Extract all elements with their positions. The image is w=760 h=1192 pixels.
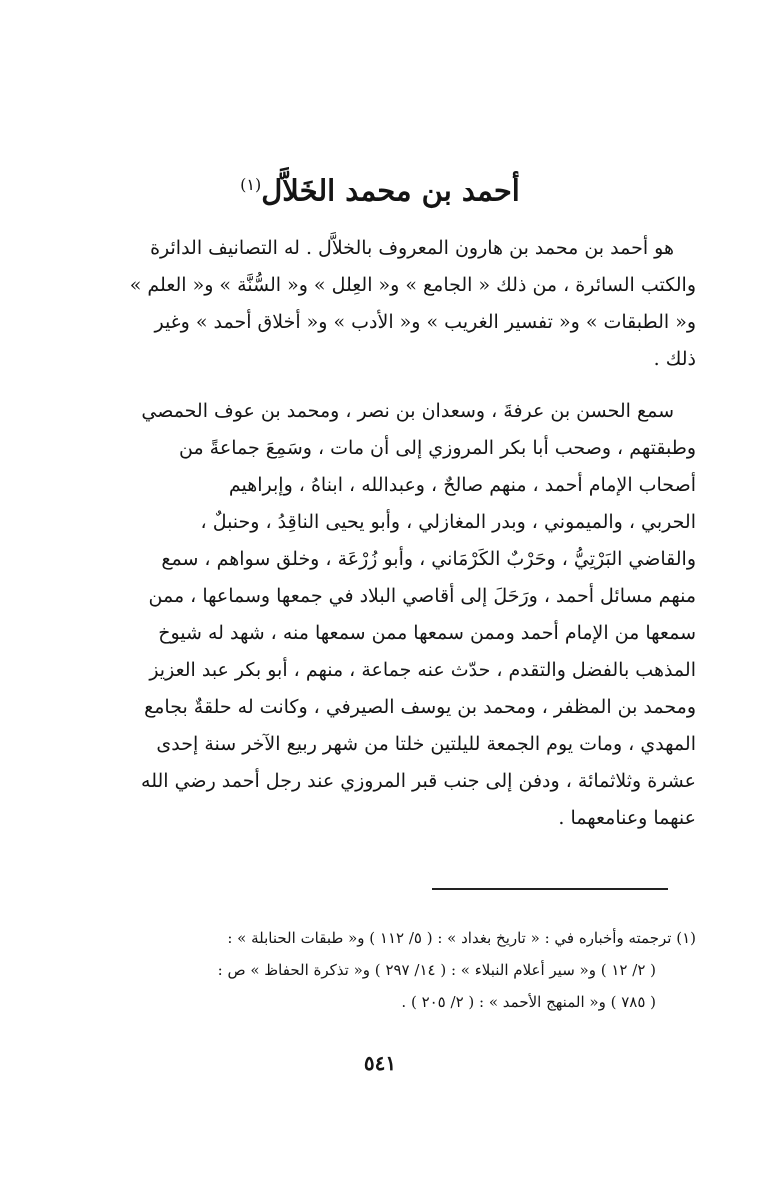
text-line: الحربي ، والميموني ، وبدر المغازلي ، وأبو يحيى الناقِدُ ، وحنبلٌ ، — [200, 511, 696, 533]
text-line: و« الطبقات » و« تفسير الغريب » و« الأدب » و« أخلاق أحمد » وغير — [154, 311, 696, 333]
text-line: المذهب بالفضل والتقدم ، حدّث عنه جماعة ، منهم ، أبو بكر عبد العزيز — [149, 659, 696, 681]
text-line: منهم مسائل أحمد ، ورَحَلَ إلى أقاصي البلاد في جمعها وسماعها ، ممن — [148, 585, 696, 607]
footnote-line: ( ٧٨٥ ) و« المنهج الأحمد » : ( ٢/ ٢٠٥ ) . — [401, 993, 656, 1011]
text-line: هو أحمد بن محمد بن هارون المعروف بالخلاَّل . له التصانيف الدائرة — [150, 237, 674, 259]
text-line: والقاضي البَرْتِيُّ ، وحَرْبٌ الكَرْمَاني ، وأبو زُرْعَة ، وخلق سواهم ، سمع — [161, 548, 696, 570]
footnote-divider — [432, 888, 668, 890]
text-line: سمعها من الإمام أحمد وممن سمعها ممن سمعها منه ، شهد له شيوخ — [158, 622, 696, 644]
text-line: وطبقتهم ، وصحب أبا بكر المروزي إلى أن مات ، وسَمِعَ جماعةً من — [179, 437, 696, 459]
paragraph-intro — [96, 230, 696, 378]
page-number: ٥٤١ — [363, 1051, 397, 1075]
footnote — [86, 922, 696, 1018]
footnote-line: (١) ترجمته وأخباره في : « تاريخ بغداد » : ( ٥/ ١١٢ ) و« طبقات الحنابلة » : — [227, 929, 696, 947]
text-line: عنهما وعنامعهما . — [558, 807, 696, 829]
text-line: عشرة وثلاثمائة ، ودفن إلى جنب قبر المروزي عند رجل أحمد رضي الله — [141, 770, 696, 792]
text-line: ومحمد بن المظفر ، ومحمد بن يوسف الصيرفي ، وكانت له حلقةٌ بجامع — [144, 696, 696, 718]
text-line: سمع الحسن بن عرفةَ ، وسعدان بن نصر ، ومحمد بن عوف الحمصي — [141, 400, 674, 422]
title-footnote-ref: (١) — [240, 175, 262, 194]
footnote-line: ( ٢/ ١٢ ) و« سير أعلام النبلاء » : ( ١٤/ ٢٩٧ ) و« تذكرة الحفاظ » ص : — [217, 961, 656, 979]
text-line: أصحاب الإمام أحمد ، منهم صالحٌ ، وعبدالله ، ابناهُ ، وإبراهيم — [228, 474, 696, 496]
page-title — [100, 160, 660, 210]
paragraph-biography — [96, 393, 696, 837]
text-line: ذلك . — [653, 348, 696, 370]
title-text: أحمد بن محمد الخَلاَّل — [261, 173, 520, 208]
text-line: المهدي ، ومات يوم الجمعة لليلتين خلتا من شهر ربيع الآخر سنة إحدى — [156, 733, 696, 755]
text-line: والكتب السائرة ، من ذلك « الجامع » و« العِلل » و« السُّنَّة » و« العلم » — [129, 274, 696, 296]
